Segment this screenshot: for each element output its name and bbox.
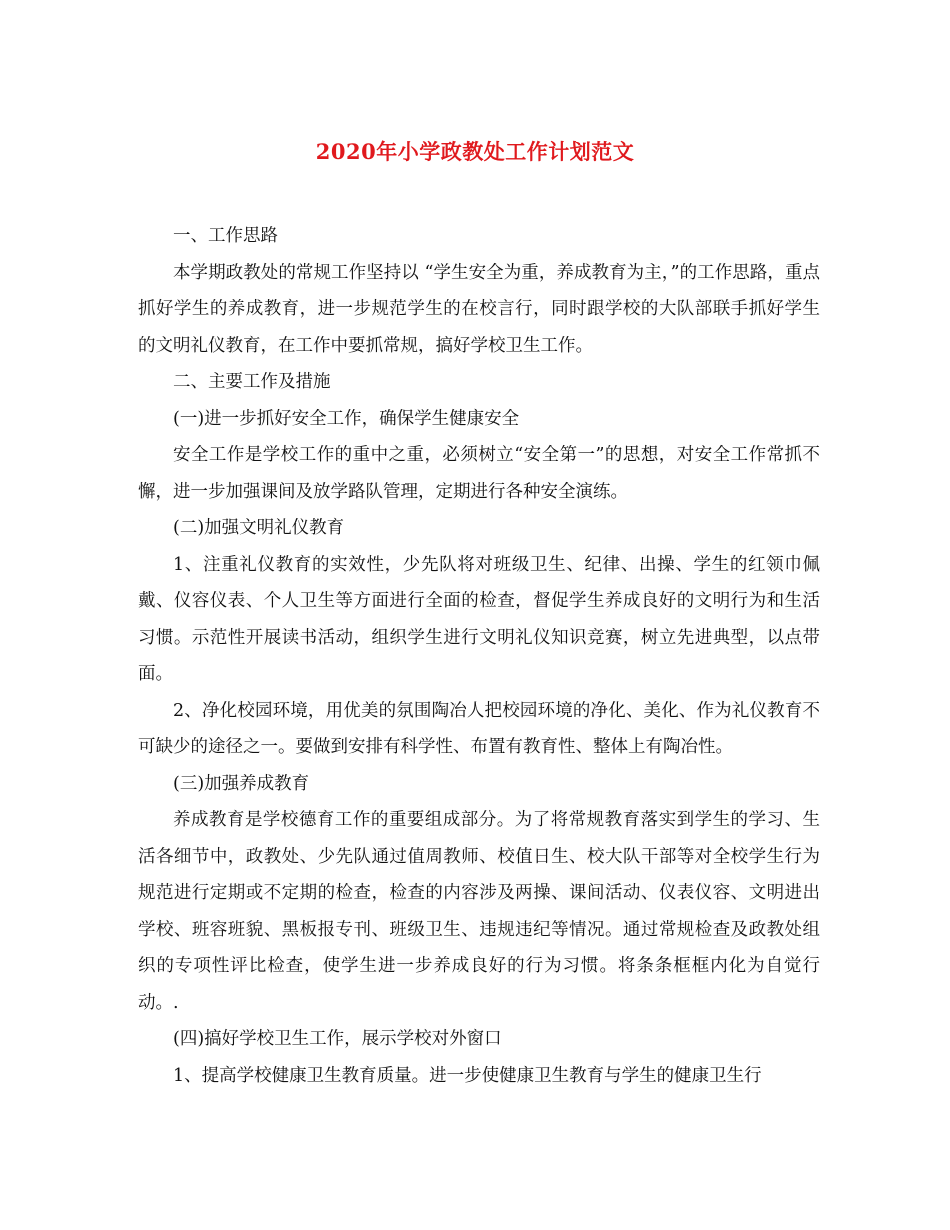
subsection-heading-etiquette: (二)加强文明礼仪教育: [173, 518, 345, 538]
subsection-heading-habits: (三)加强养成教育: [173, 773, 310, 794]
paragraph: 1、提高学校健康卫生教育质量。进一步使健康卫生教育与学生的健康卫生行: [173, 1065, 762, 1086]
subsection-heading-safety: (一)进一步抓好安全工作，确保学生健康安全: [173, 408, 520, 429]
paragraph: 1、注重礼仪教育的实效性，少先队将对班级卫生、纪律、出操、学生的红领巾佩戴、仪容仪表、个人卫生等方面进行全面的检查，督促学生养成良好的文明行为和生活习惯。示范性开展读书活动，组织学生进行文明礼仪知识竞赛，树立先进典型，以点带面。: [138, 554, 820, 684]
paragraph: 2、净化校园环境，用优美的氛围陶冶人把校园环境的净化、美化、作为礼仪教育不可缺少的途径之一。要做到安排有科学性、布置有教育性、整体上有陶冶性。: [138, 700, 820, 757]
document-body: [138, 218, 820, 1094]
document-title: 2020年小学政教处工作计划范文: [315, 139, 635, 164]
subsection-heading-hygiene: (四)搞好学校卫生工作，展示学校对外窗口: [173, 1029, 502, 1049]
section-heading-work-approach: 一、工作思路: [173, 226, 278, 246]
paragraph: 安全工作是学校工作的重中之重，必须树立“安全第一”的思想，对安全工作常抓不懈，进一步加强课间及放学路队管理，定期进行各种安全演练。: [138, 445, 820, 502]
section-heading-main-work: 二、主要工作及措施: [173, 372, 331, 392]
paragraph: 养成教育是学校德育工作的重要组成部分。为了将常规教育落实到学生的学习、生活各细节中，政教处、少先队通过值周教师、校值日生、校大队干部等对全校学生行为规范进行定期或不定期的检查，检查的内容涉及两操、课间活动、仪表仪容、文明进出学校、班容班貌、黑板报专刊、班级卫生、违规违纪等情况。通过常规检查及政教处组织的专项性评比检查，使学生进一步养成良好的行为习惯。将条条框框内化为自觉行动。.: [138, 810, 820, 1013]
paragraph: 本学期政教处的常规工作坚持以 “学生安全为重，养成教育为主，”的工作思路，重点抓好学生的养成教育，进一步规范学生的在校言行，同时跟学校的大队部联手抓好学生的文明礼仪教育，在工作中要抓常规，搞好学校卫生工作。: [138, 262, 820, 356]
